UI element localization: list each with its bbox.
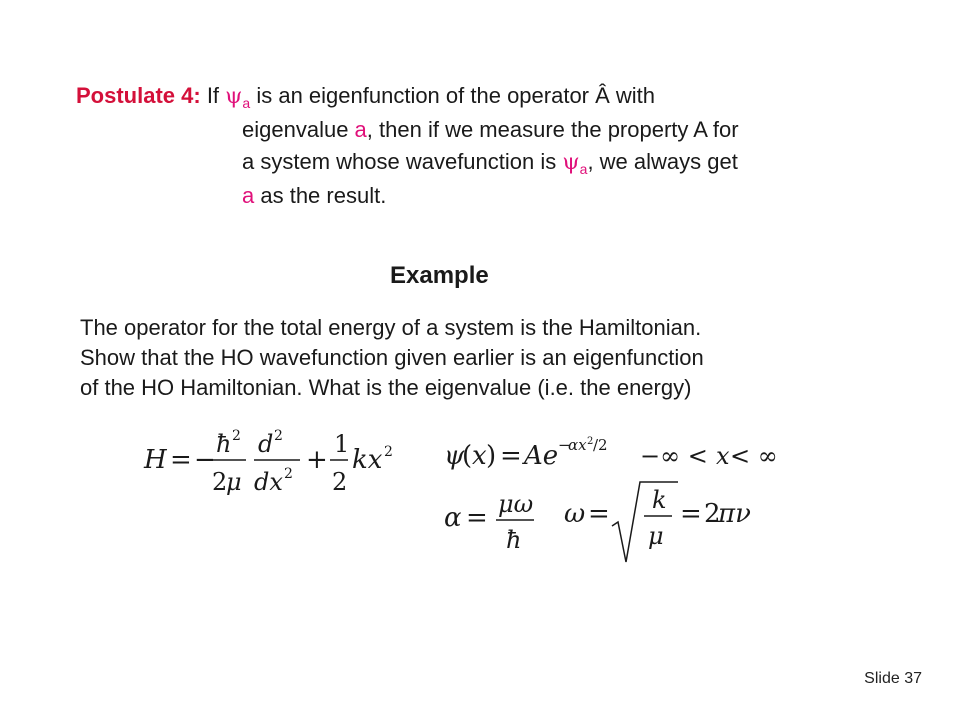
svg-text:ψ: ψ — [444, 441, 465, 471]
svg-text:2: 2 — [704, 499, 721, 529]
postulate-line-4 — [76, 180, 876, 212]
svg-text:): ) — [486, 441, 497, 471]
domain-expression — [640, 442, 778, 470]
postulate-text-4: , then if we measure the property A for — [366, 117, 739, 142]
alpha-equation — [440, 488, 550, 558]
svg-text:2: 2 — [232, 428, 241, 444]
svg-text:+: + — [306, 445, 328, 475]
psi-symbol-2: ψ — [562, 150, 580, 175]
postulate-text-1: If — [200, 83, 226, 108]
svg-text:1: 1 — [334, 430, 350, 458]
postulate-text-6: , we always get — [587, 149, 738, 174]
svg-text:(: ( — [462, 441, 473, 471]
svg-text:−: − — [194, 445, 216, 475]
svg-text:2: 2 — [332, 468, 348, 496]
svg-text:αx: αx — [568, 436, 587, 454]
example-title: Example — [390, 262, 489, 289]
postulate-label: Postulate 4: — [76, 83, 201, 108]
postulate-line-3 — [76, 146, 876, 180]
svg-text:2: 2 — [587, 436, 594, 447]
svg-text:2: 2 — [384, 444, 393, 460]
svg-text:x: x — [472, 441, 487, 471]
svg-text:=: = — [680, 499, 702, 529]
svg-text:2: 2 — [284, 466, 293, 482]
postulate-block — [76, 80, 876, 212]
svg-text:dx: dx — [254, 468, 283, 496]
svg-text:/2: /2 — [593, 436, 608, 454]
svg-text:x: x — [716, 442, 730, 470]
psi-symbol: ψ — [225, 84, 243, 109]
hamiltonian-equation — [140, 420, 400, 500]
svg-text:ħ: ħ — [506, 526, 522, 554]
svg-text:< ∞: < ∞ — [730, 442, 778, 470]
svg-text:=: = — [500, 441, 522, 471]
postulate-text-3: eigenvalue — [242, 117, 355, 142]
svg-text:−∞ <: −∞ < — [640, 442, 708, 470]
svg-text:μ: μ — [648, 522, 664, 550]
svg-text:μω: μω — [498, 490, 534, 518]
problem-line: of the HO Hamiltonian. What is the eigenvalue (i.e. the energy) — [80, 375, 692, 400]
postulate-text-2: is an eigenfunction of the operator Â with — [250, 83, 656, 108]
svg-text:Ae: Ae — [524, 441, 559, 471]
svg-text:2: 2 — [274, 428, 283, 444]
omega-equation — [560, 478, 751, 568]
svg-text:μ: μ — [226, 468, 242, 496]
svg-text:kx: kx — [352, 445, 383, 475]
postulate-text-7: as the result. — [254, 183, 387, 208]
svg-text:ω: ω — [564, 499, 586, 529]
svg-text:2: 2 — [212, 468, 228, 496]
psi-subscript: a — [242, 95, 251, 111]
problem-line: The operator for the total energy of a system is the Hamiltonian. — [80, 315, 702, 340]
problem-line: Show that the HO wavefunction given earlier is an eigenfunction — [80, 345, 704, 370]
wavefunction-equation — [440, 432, 778, 482]
svg-text:=: = — [466, 503, 488, 533]
eigenvalue-a-2: a — [242, 183, 255, 208]
problem-text — [80, 313, 880, 403]
svg-text:=: = — [588, 499, 610, 529]
eigenvalue-a: a — [354, 117, 367, 142]
svg-text:α: α — [444, 503, 462, 533]
postulate-text-5: a system whose wavefunction is — [242, 149, 563, 174]
postulate-line-2 — [76, 114, 876, 146]
svg-text:πν: πν — [718, 499, 751, 529]
slide-number: Slide 37 — [864, 670, 922, 687]
svg-text:k: k — [652, 486, 667, 514]
svg-text:−: − — [558, 436, 571, 454]
svg-text:d: d — [258, 430, 274, 458]
svg-text:ħ: ħ — [216, 430, 232, 458]
psi-subscript-2: a — [579, 161, 588, 177]
svg-text:H: H — [144, 445, 167, 475]
svg-text:=: = — [170, 445, 192, 475]
